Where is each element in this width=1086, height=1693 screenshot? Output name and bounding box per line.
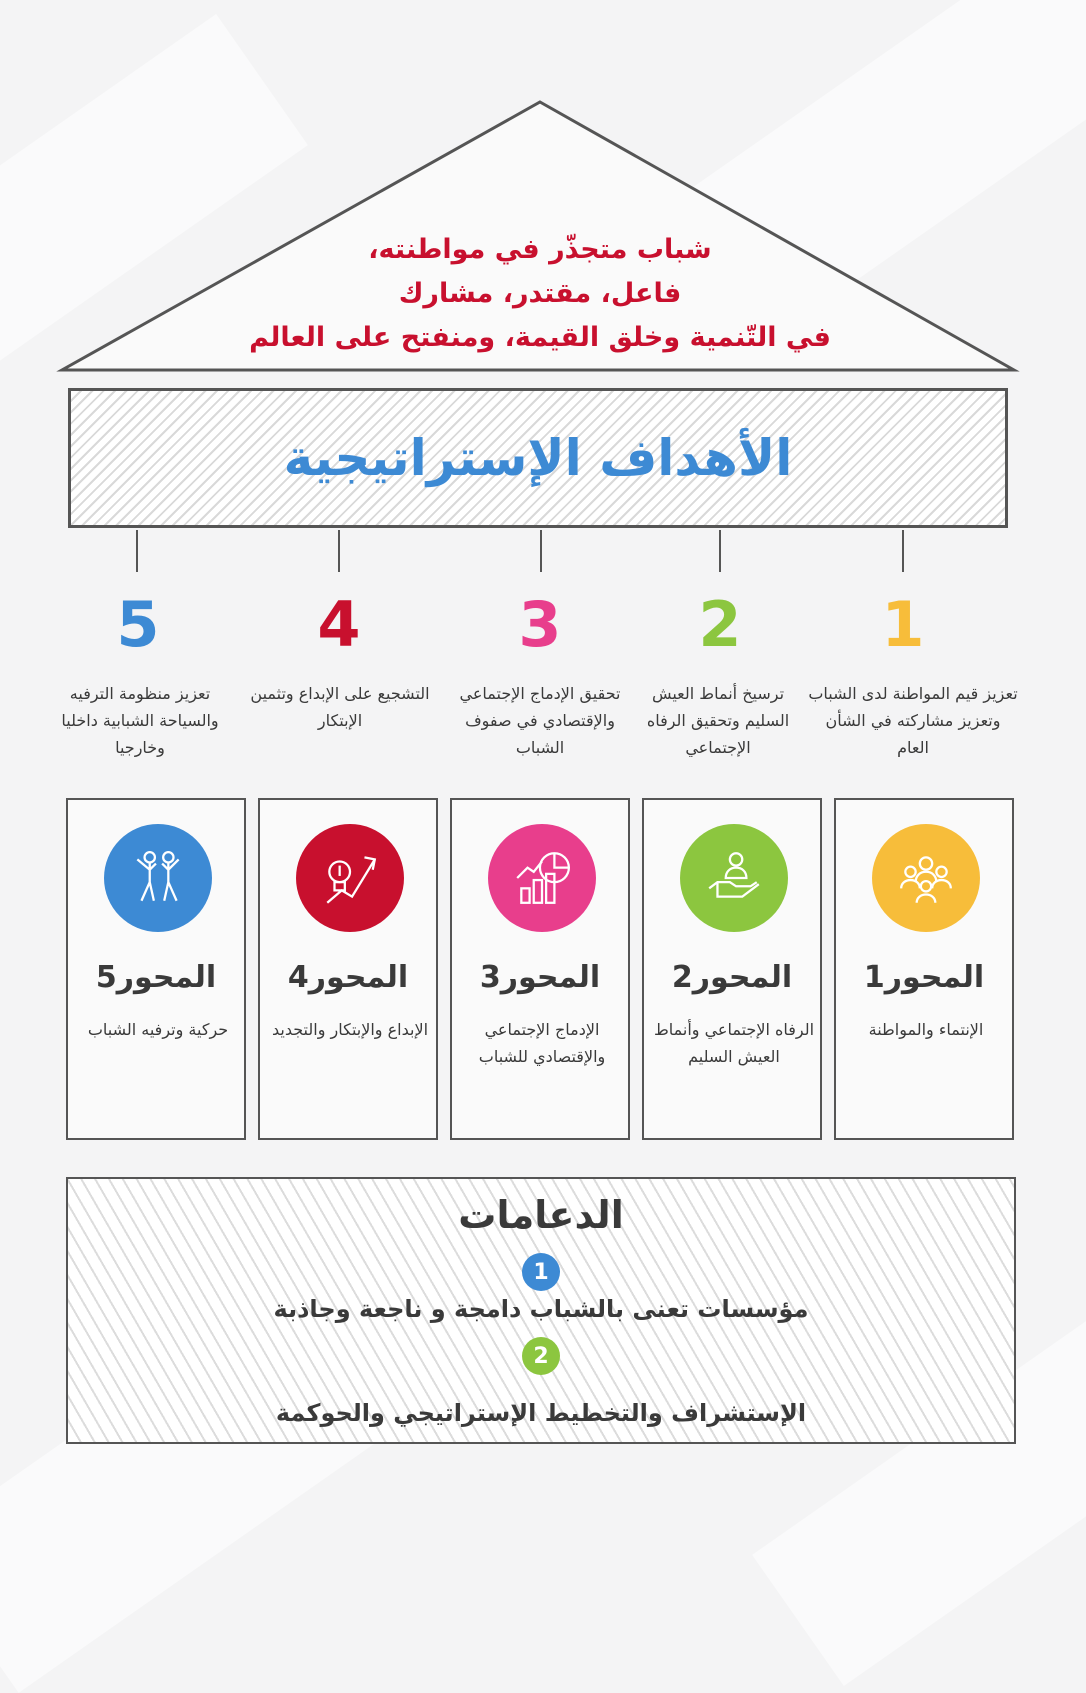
axis-desc-5: حركية وترفيه الشباب: [87, 1020, 229, 1039]
connector-tick: [338, 530, 340, 572]
supports-panel: [66, 1177, 1016, 1444]
goal-text-4: التشجيع على الإبداع وتثمين الإبتكار: [250, 684, 430, 730]
axis-desc-2: الرفاه الإجتماعي وأنماط العيش السليم: [653, 1020, 815, 1066]
connector-tick: [540, 530, 542, 572]
axis-title-4: المحور4: [287, 960, 409, 995]
goal-text-1: تعزيز قيم المواطنة لدى الشباب وتعزيز مشاركته في الشأن العام: [808, 684, 1018, 757]
goal-number-3: 3: [518, 588, 562, 661]
connector-tick: [902, 530, 904, 572]
hand-person-icon: [680, 824, 788, 932]
axis-card-4: [258, 798, 438, 1140]
support-item-2: الإستشراف والتخطيط الإستراتيجي والحوكمة: [275, 1399, 807, 1427]
goal-number-2: 2: [698, 588, 742, 661]
strategic-goals-banner: [68, 388, 1008, 528]
banner-title: الأهداف الإستراتيجية: [283, 429, 793, 487]
goal-number-1: 1: [881, 588, 925, 661]
goal-text-2: ترسيخ أنماط العيش السليم وتحقيق الرفاه الإجتماعي: [646, 684, 790, 757]
support-badge-2: 2: [522, 1337, 560, 1375]
axis-title-2: المحور2: [671, 960, 793, 995]
youth-jumping-icon: [104, 824, 212, 932]
axis-desc-3: الإدماج الإجتماعي والإقتصادي للشباب: [478, 1020, 606, 1066]
support-item-1: مؤسسات تعنى بالشباب دامجة و ناجعة وجاذبة: [273, 1295, 809, 1323]
lightbulb-arrow-icon: [296, 824, 404, 932]
connector-tick: [136, 530, 138, 572]
connector-tick: [719, 530, 721, 572]
axis-title-1: المحور1: [863, 960, 985, 995]
axis-title-3: المحور3: [479, 960, 601, 995]
axis-desc-4: الإبداع والإبتكار والتجديد: [271, 1020, 429, 1039]
chart-growth-icon: [488, 824, 596, 932]
axis-card-2: [642, 798, 822, 1140]
vision-line-3: في التّنمية وخلق القيمة، ومنفتح على العالم: [249, 322, 831, 353]
axis-card-3: [450, 798, 630, 1140]
goal-text-3: تحقيق الإدماج الإجتماعي والإقتصادي في صفوف الشباب: [459, 684, 621, 757]
support-badge-1: 1: [522, 1253, 560, 1291]
vision-line-2: فاعل، مقتدر، مشارك: [398, 278, 682, 309]
goal-number-5: 5: [116, 588, 160, 661]
axis-card-5: [66, 798, 246, 1140]
people-group-icon: [872, 824, 980, 932]
axis-desc-1: الإنتماء والمواطنة: [868, 1020, 984, 1039]
axis-title-5: المحور5: [95, 960, 217, 995]
vision-line-1: شباب متجذّر في مواطنته،: [368, 234, 712, 265]
axis-card-1: [834, 798, 1014, 1140]
goal-number-4: 4: [317, 588, 361, 661]
vision-statement: [180, 228, 900, 360]
goal-text-5: تعزيز منظومة الترفيه والسياحة الشبابية داخليا وخارجيا: [61, 684, 219, 757]
supports-title: الدعامات: [458, 1193, 624, 1237]
